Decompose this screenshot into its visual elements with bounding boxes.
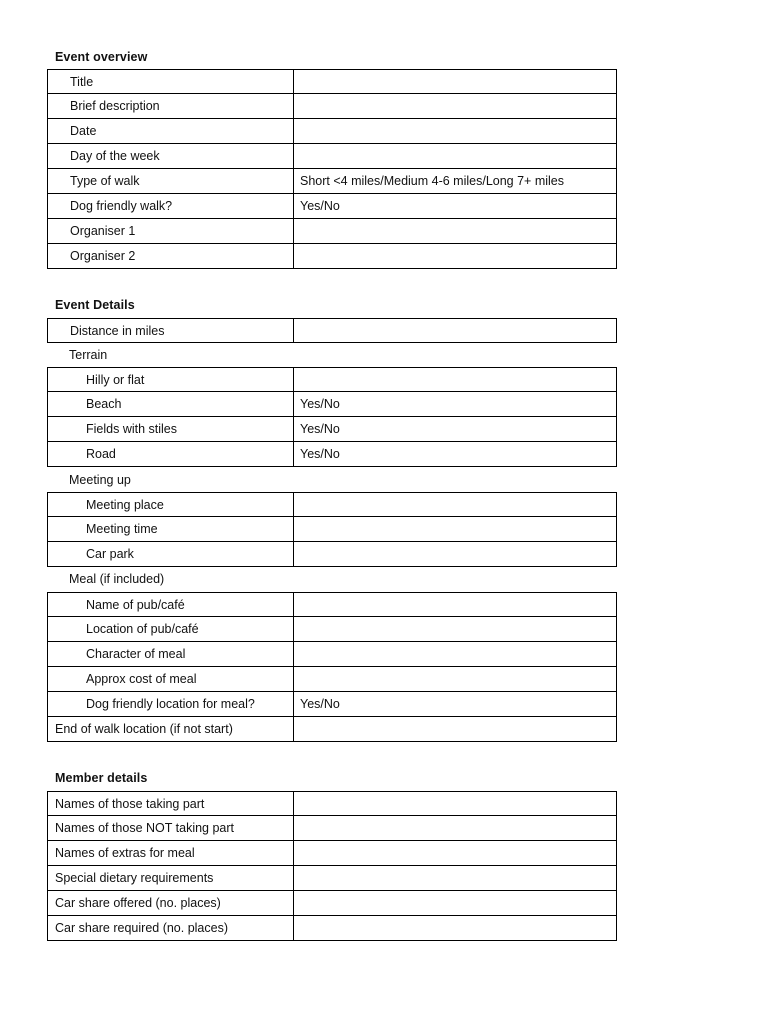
row-label: Type of walk [70,174,140,188]
row-label: Fields with stiles [86,422,177,436]
row-label: Dog friendly location for meal? [86,697,255,711]
row-label: Organiser 1 [70,224,136,238]
table-row [47,916,617,941]
table-row [47,841,617,866]
row-value-field[interactable] [293,517,616,541]
row-value-field[interactable] [293,542,616,566]
row-label: Meeting place [86,498,164,512]
table-row [47,417,617,442]
row-value-field[interactable]: Yes/No [293,392,616,416]
subsection-label: Meal (if included) [69,572,165,586]
row-value-field[interactable]: Yes/No [293,417,616,441]
row-value-field[interactable]: Short <4 miles/Medium 4-6 miles/Long 7+ miles [293,169,616,193]
row-label: Car share offered (no. places) [55,896,221,910]
subsection-heading-meeting [47,468,617,493]
table-row [47,791,617,816]
row-label: Names of extras for meal [55,846,195,860]
table-row [47,692,617,717]
row-label: Road [86,447,116,461]
row-value-field[interactable] [293,319,616,343]
section-heading-details: Event Details [55,298,135,312]
table-row [47,69,617,94]
table-row [47,717,617,742]
row-label: Meeting time [86,522,158,536]
row-label: Date [70,124,97,138]
table-row [47,617,617,642]
table-row [47,642,617,667]
row-value-field[interactable] [293,244,616,268]
row-value-field[interactable] [293,642,616,666]
row-label: Car park [86,547,134,561]
table-row [47,442,617,467]
row-label: Dog friendly walk? [70,199,173,213]
row-label: Location of pub/café [86,622,199,636]
table-row [47,866,617,891]
row-label: Approx cost of meal [86,672,197,686]
table-row [47,592,617,617]
row-value-field[interactable] [293,368,616,392]
subsection-label: Terrain [69,348,108,362]
row-value-field[interactable] [293,891,616,915]
row-value-field[interactable] [293,866,616,890]
subsection-label: Meeting up [69,473,131,487]
row-label: Car share required (no. places) [55,921,228,935]
row-value-field[interactable] [293,493,616,517]
section-heading-members: Member details [55,771,148,785]
row-value-field[interactable] [293,119,616,143]
row-value-field[interactable] [293,144,616,168]
table-row [47,367,617,392]
table-row [47,219,617,244]
table-row [47,194,617,219]
table-row [47,816,617,841]
row-label: Title [70,75,94,89]
row-value-field[interactable] [293,219,616,243]
row-value-field[interactable]: Yes/No [293,442,616,466]
table-row [47,891,617,916]
row-label: Special dietary requirements [55,871,214,885]
row-label: End of walk location (if not start) [55,722,233,736]
row-label: Brief description [70,99,160,113]
table-row [47,144,617,169]
table-row [47,517,617,542]
row-value-field[interactable] [293,617,616,641]
subsection-heading-terrain [47,343,617,368]
table-row [47,392,617,417]
subsection-heading-meal [47,567,617,592]
row-value-field[interactable]: Yes/No [293,692,616,716]
table-row [47,492,617,517]
row-value-field[interactable] [293,717,616,741]
table-row [47,244,617,269]
row-label: Hilly or flat [86,373,145,387]
row-value-field[interactable] [293,593,616,617]
section-heading-overview: Event overview [55,50,148,64]
row-label: Day of the week [70,149,160,163]
table-row [47,667,617,692]
table-row [47,542,617,567]
table-row [47,119,617,144]
row-value-field[interactable] [293,916,616,940]
row-label: Organiser 2 [70,249,136,263]
row-value-field[interactable] [293,70,616,94]
row-label: Character of meal [86,647,186,661]
table-row [47,94,617,119]
row-label: Names of those taking part [55,797,205,811]
row-label: Distance in miles [70,324,165,338]
row-value-field[interactable] [293,94,616,118]
table-row [47,169,617,194]
row-value-field[interactable]: Yes/No [293,194,616,218]
row-label: Name of pub/café [86,598,185,612]
table-row [47,318,617,343]
row-label: Beach [86,397,122,411]
row-value-field[interactable] [293,667,616,691]
row-label: Names of those NOT taking part [55,821,235,835]
row-value-field[interactable] [293,792,616,816]
row-value-field[interactable] [293,816,616,840]
row-value-field[interactable] [293,841,616,865]
